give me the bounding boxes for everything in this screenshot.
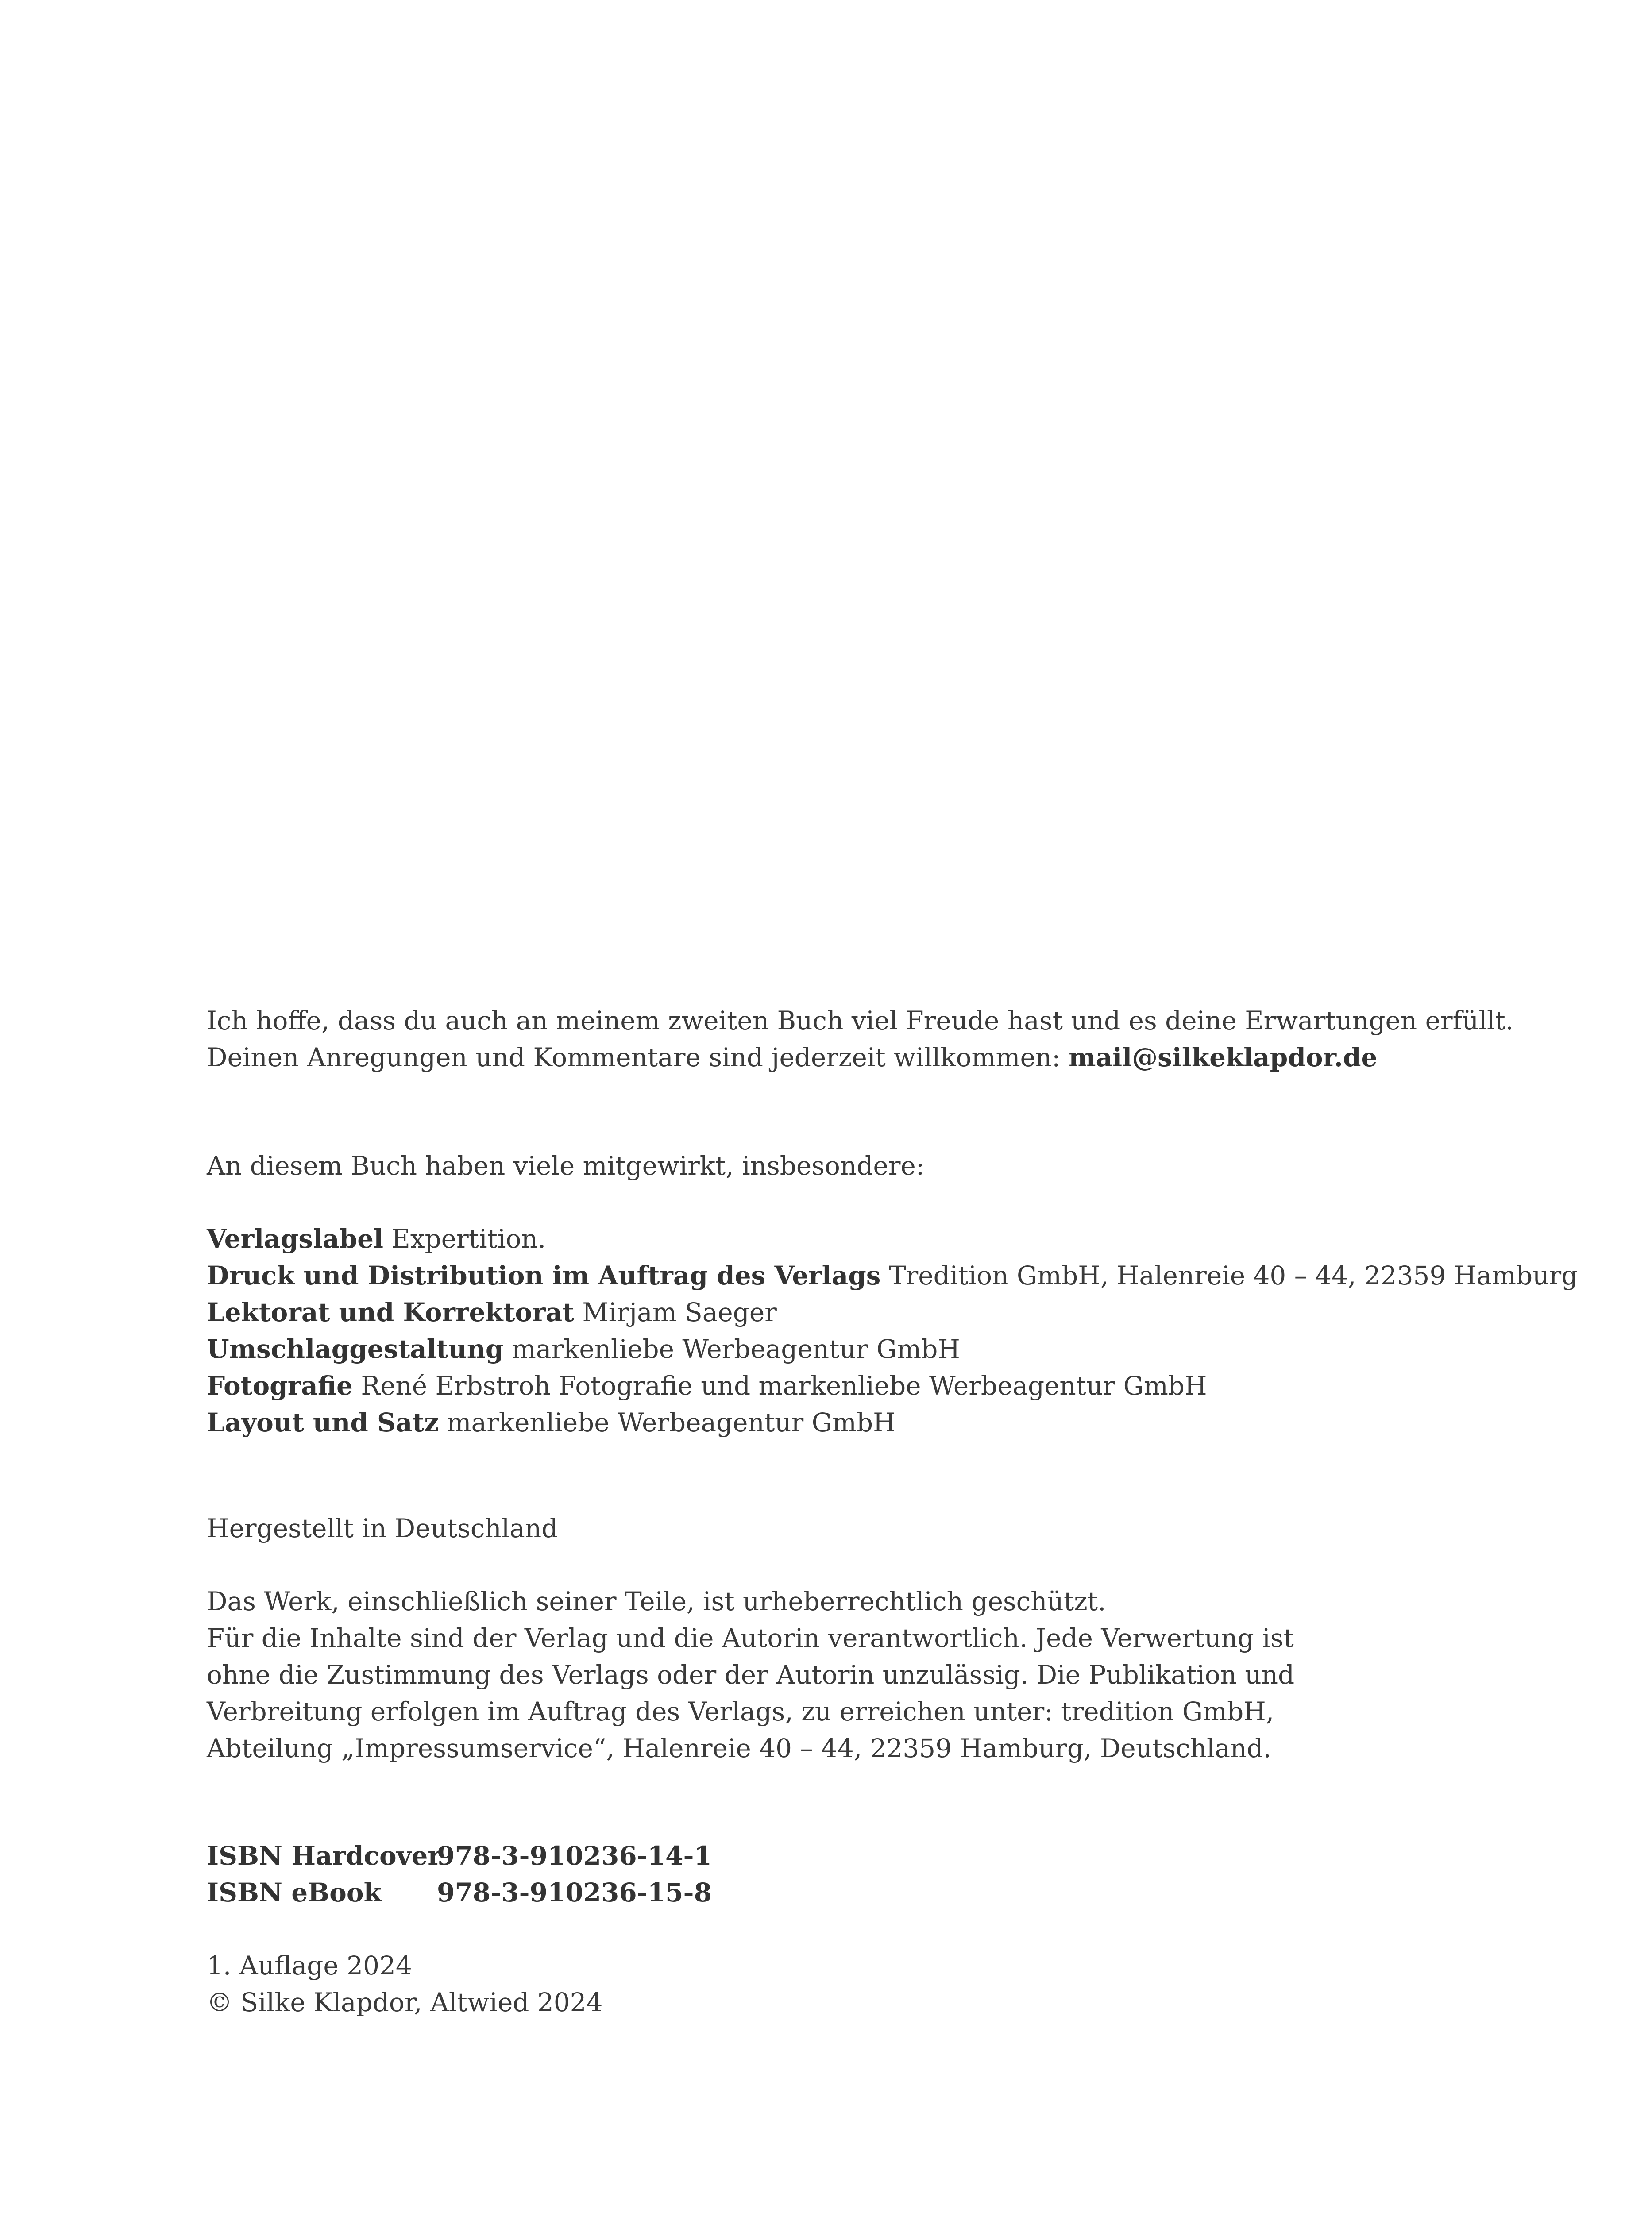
isbn-label: ISBN eBook (207, 1878, 382, 1908)
contributor-item (207, 1331, 1535, 1368)
edition-block (207, 1947, 1535, 2021)
contributors-heading-text: An diesem Buch haben viele mitgewirkt, insbesondere: (207, 1151, 925, 1181)
intro-paragraph (207, 1002, 1535, 1076)
contributor-label: Layout und Satz (207, 1407, 439, 1438)
isbn-label: ISBN Hardcover (207, 1841, 441, 1871)
origin-text: Hergestellt in Deutschland (207, 1513, 558, 1543)
edition-line: 1. Auflage 2024 (207, 1951, 412, 1981)
contributor-item (207, 1294, 1535, 1331)
contributor-item (207, 1368, 1535, 1404)
intro-line-2-text: Deinen Anregungen und Kommentare sind jederzeit willkommen: (207, 1042, 1069, 1072)
origin-statement (207, 1510, 1535, 1547)
isbn-row (207, 1874, 1535, 1911)
contributor-value: René Erbstroh Fotografie und markenliebe Werbeagentur GmbH (352, 1371, 1207, 1401)
isbn-number: 978-3-910236-14-1 (437, 1841, 712, 1871)
contributor-value: markenliebe Werbeagentur GmbH (503, 1334, 960, 1364)
copyright-line: Das Werk, einschließlich seiner Teile, ist urheberrechtlich geschützt. (207, 1586, 1106, 1616)
contributor-label: Fotografie (207, 1371, 353, 1401)
contributor-label: Lektorat und Korrektorat (207, 1297, 574, 1327)
copyright-line: Für die Inhalte sind der Verlag und die Autorin verantwortlich. Jede Verwertung ist (207, 1623, 1294, 1653)
contributor-item (207, 1221, 1535, 1257)
isbn-block (207, 1838, 1535, 1911)
contributor-value: Tredition GmbH, Halenreie 40 – 44, 22359 Hamburg (880, 1261, 1578, 1291)
copyright-line: Verbreitung erfolgen im Auftrag des Verlags, zu erreichen unter: tredition GmbH, (207, 1696, 1274, 1727)
contributor-value: Mirjam Saeger (574, 1297, 777, 1327)
contributors-heading (207, 1148, 1535, 1184)
contributor-label: Umschlaggestaltung (207, 1334, 504, 1364)
contact-email: mail@silkeklapdor.de (1069, 1042, 1378, 1072)
copyright-line: Abteilung „Impressumservice“, Halenreie 40 – 44, 22359 Hamburg, Deutschland. (207, 1733, 1272, 1763)
contributor-label: Verlagslabel (207, 1224, 384, 1254)
contributor-item (207, 1257, 1578, 1294)
copyright-notice (207, 1583, 1535, 1767)
intro-line-2 (207, 1039, 1535, 1076)
contributor-label: Druck und Distribution im Auftrag des Verlags (207, 1261, 881, 1291)
contributor-item (207, 1404, 1535, 1441)
copyright-line: ohne die Zustimmung des Verlags oder der Autorin unzulässig. Die Publikation und (207, 1660, 1295, 1690)
isbn-row (207, 1838, 1535, 1874)
contributors-list (207, 1221, 1578, 1441)
intro-line-1: Ich hoffe, dass du auch an meinem zweiten Buch viel Freude hast und es deine Erwartungen erfüllt. (207, 1006, 1514, 1036)
contributor-value: Expertition. (383, 1224, 546, 1254)
isbn-number: 978-3-910236-15-8 (437, 1878, 712, 1908)
contributor-value: markenliebe Werbeagentur GmbH (439, 1407, 895, 1438)
copyright-owner-line: © Silke Klapdor, Altwied 2024 (207, 1987, 603, 2017)
